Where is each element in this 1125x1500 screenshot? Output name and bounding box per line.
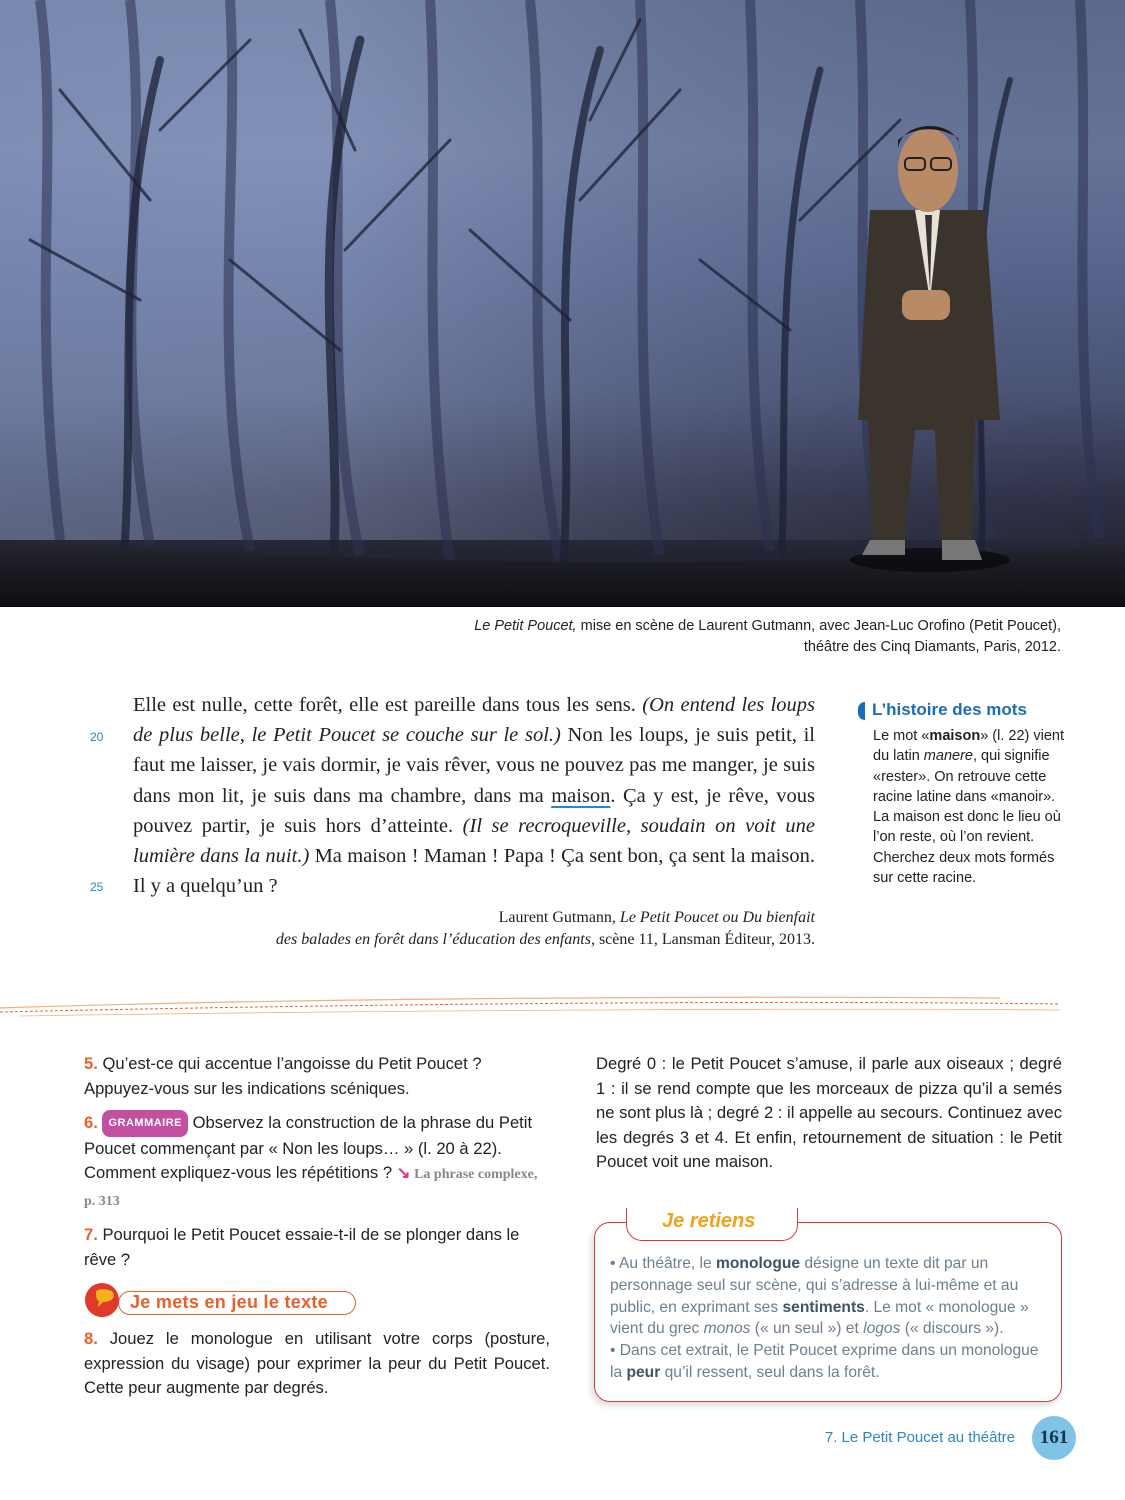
retiens-c1: • Dans cet extrait, le Petit Poucet exprime dans un monologue la [610, 1342, 1039, 1381]
source-author: Laurent Gutmann, [498, 909, 620, 926]
photo-caption [361, 616, 1061, 658]
retiens-a4: (« un seul ») et [750, 1320, 864, 1338]
retiens-text [610, 1253, 1050, 1384]
photo-illustration [0, 0, 1125, 607]
q8-number: 8. [84, 1329, 98, 1348]
caption-title: Le Petit Poucet, [474, 618, 577, 634]
excerpt-part-3: . Ça y est, je rêve, vous pouvez partir, je suis hors d’atteinte. [133, 784, 815, 837]
source-title-2: des balades en forêt dans l’éducation des enfants, [275, 931, 595, 948]
q5-text: Qu’est-ce qui accentue l’angoisse du Petit Poucet ? Appuyez-vous sur les indications scéniques. [84, 1054, 482, 1098]
excerpt-part-1: Elle est nulle, cette forêt, elle est pareille dans tous les sens. [133, 694, 643, 716]
retiens-c2: qu’il ressent, seul dans la forêt. [660, 1363, 880, 1381]
retiens-i1: monos [703, 1320, 751, 1338]
caption-line1: mise en scène de Laurent Gutmann, avec Jean-Luc Orofino (Petit Poucet), [576, 618, 1061, 634]
line-number-20: 20 [90, 730, 104, 744]
question-8 [84, 1327, 550, 1401]
question-7 [84, 1223, 550, 1272]
excerpt-source [175, 907, 815, 951]
sidebar-b1: maison [929, 728, 981, 744]
q6-text: Observez la construction de la phrase du Petit Poucet commençant par « Non les loups… » (l. 20 à 22). Comment expliquez-vous les répétitions ? [84, 1113, 533, 1182]
word-maison: maison [551, 784, 611, 807]
retiens-a3: . Le mot « monologue » vient du grec [610, 1298, 1029, 1338]
q8-text: Jouez le monologue en utilisant votre corps (posture, expression du visage) pour exprimer la peur du Petit Poucet. Cette peur augmente par degrés. [84, 1329, 550, 1397]
retiens-b3: peur [626, 1363, 661, 1381]
speech-bubble-icon [84, 1282, 120, 1318]
question-6 [84, 1110, 550, 1214]
sidebar-text [873, 726, 1073, 888]
page-number: 161 [1032, 1416, 1076, 1460]
source-title-1: Le Petit Poucet ou Du bienfait [619, 909, 815, 926]
q5-number: 5. [84, 1054, 98, 1073]
section-divider [0, 990, 1125, 1020]
jeu-section-header [84, 1282, 359, 1318]
stage-photo [0, 0, 1125, 607]
q6-reference[interactable]: La phrase complexe, p. 313 [84, 1167, 538, 1209]
sidebar-t1: Le mot « [873, 728, 930, 744]
sidebar-title-text: L’histoire des mots [872, 700, 1027, 719]
retiens-a1: • Au théâtre, le [610, 1255, 717, 1272]
stage-direction-2: (Il se recroqueville, soudain on voit une lumière dans la nuit.) [133, 814, 815, 868]
retiens-b1: monologue [716, 1255, 801, 1272]
grammaire-badge: GRAMMAIRE [102, 1110, 188, 1137]
play-excerpt [133, 690, 815, 901]
retiens-b2: sentiments [782, 1298, 865, 1316]
q7-text: Pourquoi le Petit Poucet essaie-t-il de se plonger dans le rêve ? [84, 1225, 520, 1269]
q6-number: 6. [84, 1113, 98, 1132]
retiens-title: Je retiens [662, 1210, 756, 1232]
line-number-25: 25 [90, 880, 104, 894]
arrow-icon: ↘ [396, 1163, 411, 1182]
sidebar-title [858, 700, 1027, 720]
sidebar-t3: , qui signifie «rester». On retrouve cette racine latine dans «manoir». La maison est donc le lieu où l’on reste, où l’on revient. Cherchez deux mots formés sur cette racine. [873, 748, 1061, 887]
q7-number: 7. [84, 1225, 98, 1244]
source-rest: scène 11, Lansman Éditeur, 2013. [594, 931, 815, 948]
retiens-a2: désigne un texte dit par un personnage seul sur scène, qui s’adresse à lui-même et au public, en exprimant ses [610, 1255, 1019, 1316]
degrees-text: Degré 0 : le Petit Poucet s’amuse, il parle aux oiseaux ; degré 1 : il se rend compte que les morceaux de pizza qu’il a semés ne sont plus là ; degré 2 : il appelle au secours. Continuez avec les degrés 3 et 4. Et enfin, retournement de situation : le Petit Poucet voit une maison. [596, 1054, 1062, 1171]
excerpt-part-2: Non les loups, je suis petit, il faut me laisser, je vais dormir, je vais rêver, vous ne pouvez pas me manger, je suis dans mon lit, je suis dans ma chambre, dans ma [133, 724, 815, 807]
excerpt-part-4: Ma maison ! Maman ! Papa ! Ça sent bon, ça sent la maison. Il y a quelqu’un ? [133, 845, 815, 898]
jeu-title: Je mets en jeu le texte [130, 1292, 328, 1312]
stage-direction-1: (On entend les loups de plus belle, le Petit Poucet se couche sur le sol.) [133, 694, 815, 747]
question-5 [84, 1052, 550, 1101]
caption-line2: théâtre des Cinq Diamants, Paris, 2012. [803, 639, 1061, 655]
sidebar-i1: manere [923, 748, 973, 765]
retiens-a5: (« discours »). [900, 1320, 1004, 1338]
questions-column [84, 1052, 550, 1281]
retiens-i2: logos [863, 1320, 901, 1338]
sidebar-t2: » (l. 22) vient du latin [873, 728, 1065, 765]
chapter-label: 7. Le Petit Poucet au théâtre [824, 1429, 1015, 1446]
